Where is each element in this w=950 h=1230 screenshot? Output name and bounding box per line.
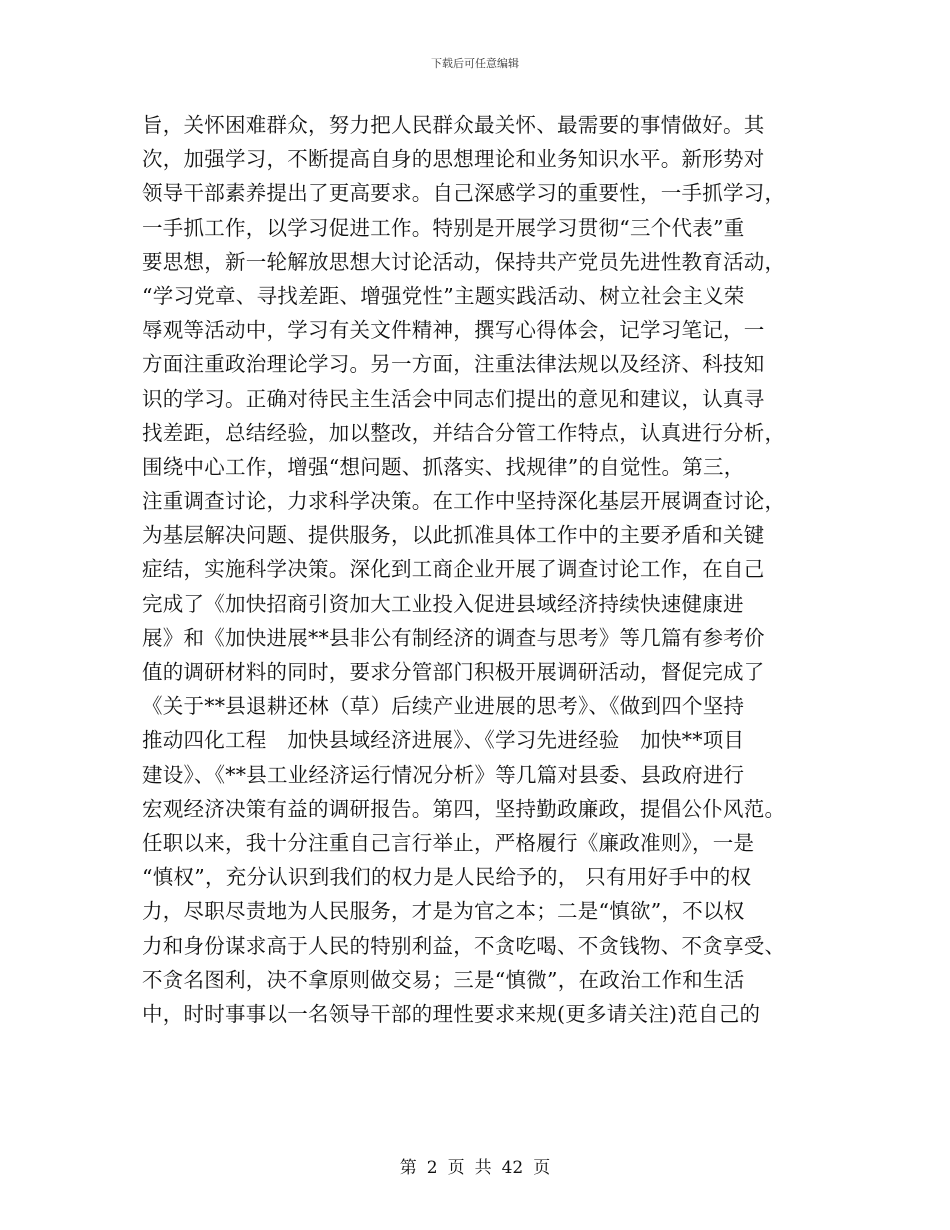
text-line: “学习党章、寻找差距、增强党性”主题实践活动、树立社会主义荣 bbox=[142, 283, 745, 308]
total-pages: 42 bbox=[501, 1158, 524, 1178]
text-line: 《关于**县退耕还林（草）后续产业进展的思考》、《做到四个坚持 bbox=[142, 694, 745, 719]
text-line: 力和身份谋求高于人民的特别利益，不贪吃喝、不贪钱物、不贪享受、 bbox=[142, 933, 786, 958]
text-line: 力，尽职尽责地为人民服务，才是为官之本；二是“慎欲”，不以权 bbox=[142, 899, 745, 924]
footer-suffix: 页 bbox=[533, 1158, 551, 1178]
page-header: 下载后可任意编辑 bbox=[431, 57, 519, 70]
footer-middle: 页 bbox=[447, 1158, 465, 1178]
text-line: 旨，关怀困难群众，努力把人民群众最关怀、最需要的事情做好。其 bbox=[142, 113, 765, 137]
text-line: 识的学习。正确对待民主生活会中同志们提出的意见和建议，认真寻 bbox=[142, 386, 765, 411]
text-line: 宏观经济决策有益的调研报告。第四，坚持勤政廉政，提倡公仆风范。 bbox=[142, 796, 786, 821]
text-line: 要思想，新一轮解放思想大讨论活动，保持共产党员先进性教育活动， bbox=[142, 249, 786, 274]
text-line: 症结，实施科学决策。深化到工商企业开展了调查讨论工作，在自己 bbox=[142, 557, 765, 582]
text-line: 为基层解决问题、提供服务，以此抓准具体工作中的主要矛盾和关键 bbox=[142, 523, 765, 548]
text-line: 推动四化工程 加快县域经济进展》、《学习先进经验 加快**项目 bbox=[142, 728, 745, 753]
text-line: “慎权”，充分认识到我们的权力是人民给予的， 只有用好手中的权 bbox=[142, 865, 752, 890]
text-line: 次，加强学习，不断提高自身的思想理论和业务知识水平。新形势对 bbox=[142, 147, 765, 172]
text-line: 展》和《加快进展**县非公有制经济的调查与思考》等几篇有参考价 bbox=[142, 625, 765, 650]
text-line: 一手抓工作，以学习促进工作。特别是开展学习贯彻“三个代表”重 bbox=[142, 215, 745, 240]
footer-prefix: 第 bbox=[399, 1158, 417, 1178]
text-line: 找差距，总结经验，加以整改，并结合分管工作特点，认真进行分析， bbox=[142, 420, 786, 445]
text-line: 建设》、《**县工业经济运行情况分析》等几篇对县委、县政府进行 bbox=[142, 762, 745, 787]
text-line: 注重调查讨论，力求科学决策。在工作中坚持深化基层开展调查讨论， bbox=[142, 489, 786, 514]
text-line: 中，时时事事以一名领导干部的理性要求来规(更多请关注)范自己的 bbox=[142, 1001, 761, 1026]
body-text bbox=[142, 108, 822, 1031]
page-footer bbox=[0, 1153, 950, 1178]
text-line: 值的调研材料的同时，要求分管部门积极开展调研活动，督促完成了 bbox=[142, 660, 765, 684]
text-line: 任职以来，我十分注重自己言行举止，严格履行《廉政准则》，一是 bbox=[142, 830, 755, 855]
page-number: 2 bbox=[426, 1158, 438, 1178]
text-line: 辱观等活动中，学习有关文件精神，撰写心得体会，记学习笔记，一 bbox=[142, 318, 765, 343]
text-line: 不贪名图利，决不拿原则做交易；三是“慎微”，在政治工作和生活 bbox=[142, 967, 745, 992]
text-line: 领导干部素养提出了更高要求。自己深感学习的重要性，一手抓学习， bbox=[142, 181, 786, 206]
text-line: 方面注重政治理论学习。另一方面，注重法律法规以及经济、科技知 bbox=[142, 352, 765, 377]
text-line: 完成了《加快招商引资加大工业投入促进县域经济持续快速健康进 bbox=[142, 591, 744, 616]
text-line: 围绕中心工作，增强“想问题、抓落实、找规律”的自觉性。第三， bbox=[142, 454, 745, 479]
footer-of: 共 bbox=[474, 1158, 492, 1178]
